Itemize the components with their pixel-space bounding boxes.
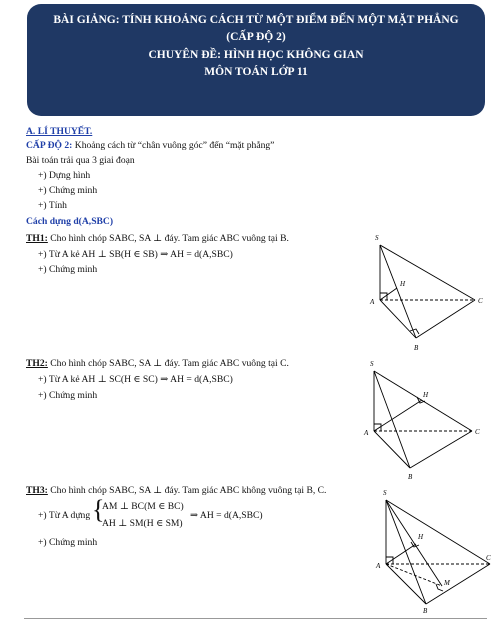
label-B: B [414, 344, 419, 352]
case2-step: +) Từ A kẻ AH ⊥ SC(H ∈ SC) ⇒ AH = d(A,SBC) [38, 374, 233, 385]
level-label: CẤP ĐỘ 2: [26, 140, 73, 151]
case3-statement [26, 485, 326, 497]
edge-BC [416, 300, 475, 338]
label-S: S [370, 360, 374, 368]
case1-statement [26, 233, 289, 245]
case3-step-prefix: +) Từ A dựng [38, 510, 91, 521]
case1-label: TH1: [26, 233, 48, 244]
section-title: A. LÍ THUYẾT. [26, 126, 93, 137]
footer-divider [24, 618, 487, 619]
label-B: B [408, 473, 413, 481]
edge-SC [380, 245, 475, 300]
level-text: Khoảng cách từ “chân vuông góc” đến “mặt phẳng” [72, 140, 275, 151]
stage-prove: +) Chứng minh [38, 185, 98, 196]
case2-statement [26, 358, 289, 370]
title-line-4: MÔN TOÁN LỚP 11 [204, 65, 308, 78]
label-H: H [418, 533, 424, 541]
label-S: S [383, 489, 387, 497]
construction-title: Cách dựng d(A,SBC) [26, 216, 114, 227]
case2-label: TH2: [26, 358, 48, 369]
case3-step-suffix: ⇒ AH = d(A,SBC) [190, 510, 263, 521]
case3-label: TH3: [26, 485, 48, 496]
label-H: H [400, 280, 406, 288]
label-C: C [478, 297, 483, 305]
stage-compute: +) Tính [38, 200, 67, 211]
stage-construct: +) Dựng hình [38, 170, 91, 181]
title-line-1: BÀI GIẢNG: TÍNH KHOẢNG CÁCH TỪ MỘT ĐIỂM ĐẾN MỘT MẶT PHẲNG [53, 14, 459, 26]
case2-proof: +) Chứng minh [38, 390, 98, 401]
case1-figure [360, 230, 490, 355]
label-C: C [475, 428, 480, 436]
edge-SB [380, 245, 416, 338]
case3-proof: +) Chứng minh [38, 537, 98, 548]
edge-SC [386, 500, 490, 564]
label-B: B [423, 607, 428, 614]
label-C: C [486, 554, 491, 562]
case3-sys-line1: AM ⊥ BC(M ∈ BC) [102, 501, 184, 512]
intro-text: Bài toán trải qua 3 giai đoạn [26, 155, 135, 166]
segment-AH [380, 288, 397, 300]
edge-BC [426, 564, 490, 604]
system-brace: { [92, 495, 105, 524]
label-A: A [370, 298, 375, 306]
case1-text: Cho hình chóp SABC, SA ⊥ đáy. Tam giác ABC vuông tại B. [47, 233, 289, 244]
edge-AB [374, 431, 410, 468]
edge-AB [386, 564, 426, 604]
label-A: A [376, 562, 381, 570]
label-A: A [364, 429, 369, 437]
case3-text: Cho hình chóp SABC, SA ⊥ đáy. Tam giác ABC không vuông tại B, C. [47, 485, 327, 496]
edge-BC [410, 431, 472, 468]
title-line-2: (CẤP ĐỘ 2) [226, 31, 286, 44]
label-S: S [375, 234, 379, 242]
case1-proof: +) Chứng minh [38, 264, 98, 275]
edge-AB [380, 300, 416, 338]
segment-AH [386, 544, 416, 564]
case2-figure [360, 358, 490, 483]
case1-step: +) Từ A kẻ AH ⊥ SB(H ∈ SB) ⇒ AH = d(A,SBC) [38, 249, 233, 260]
segment-AM [386, 564, 442, 586]
title-line-3: CHUYÊN ĐỀ: HÌNH HỌC KHÔNG GIAN [148, 48, 364, 61]
case2-text: Cho hình chóp SABC, SA ⊥ đáy. Tam giác ABC vuông tại C. [47, 358, 289, 369]
case3-sys-line2: AH ⊥ SM(H ∈ SM) [102, 518, 183, 529]
label-H: H [423, 391, 429, 399]
level-line [26, 140, 274, 152]
label-M: M [444, 579, 450, 587]
case3-figure [370, 486, 492, 614]
title-banner [27, 4, 485, 116]
